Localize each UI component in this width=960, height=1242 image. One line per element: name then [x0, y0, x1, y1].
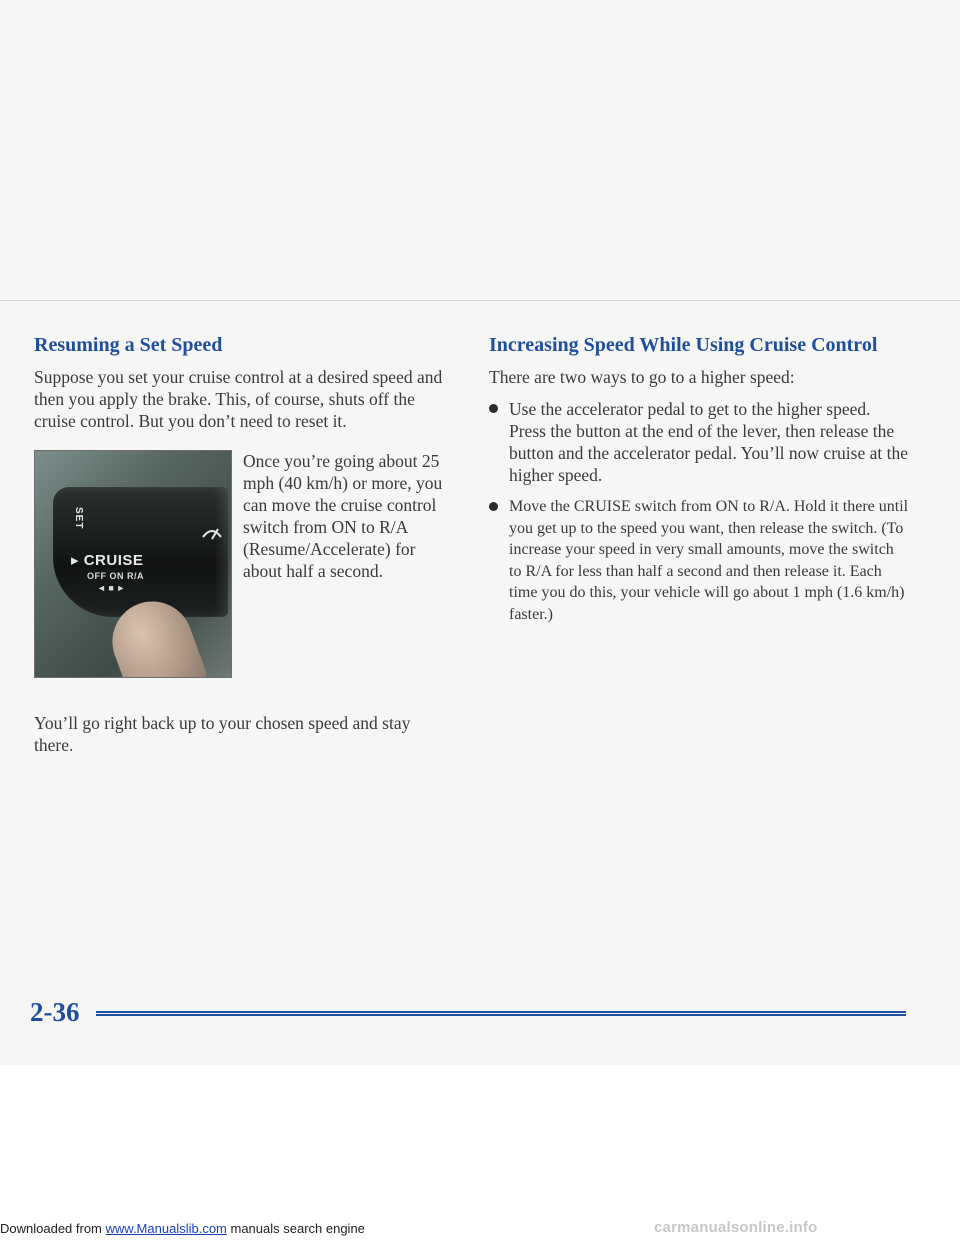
left-column [34, 332, 449, 756]
set-label: SET [73, 507, 84, 530]
cruise-label: ▸ CRUISE [71, 552, 144, 569]
switch-positions-label: OFF ON R/A [87, 571, 144, 581]
cruise-lever-photo [34, 450, 232, 678]
resuming-result: You’ll go right back up to your chosen speed and stay there. [34, 713, 411, 755]
figure-row [34, 450, 449, 678]
right-column [489, 332, 909, 635]
figure-caption: Once you’re going about 25 mph (40 km/h) or more, you can move the cruise control switch from ON to R/A (Resume/Accelerate) for about half a second. [243, 451, 443, 581]
download-footer [0, 1221, 365, 1236]
increasing-intro: There are two ways to go to a higher speed: [489, 367, 795, 387]
top-divider [0, 300, 960, 301]
section-title-increasing: Increasing Speed While Using Cruise Control [489, 334, 878, 356]
section-title-resuming: Resuming a Set Speed [34, 334, 223, 356]
list-item [489, 496, 909, 625]
bullet-icon [489, 404, 498, 413]
switch-arrows-label: ◄ ■ ► [97, 583, 126, 593]
manualslib-link[interactable]: www.Manualslib.com [105, 1221, 227, 1236]
bullet-text: Move the CRUISE switch from ON to R/A. Hold it there until you get up to the speed you want, then release the switch. (To increase your speed in very small amounts, move the switch to R/A for less than half a second and then release it. Each time you do this, your vehicle will go about 1 mph (1.6 km/h) faster.) [509, 498, 909, 623]
site-watermark: carmanualsonline.info [654, 1219, 818, 1236]
resuming-intro: Suppose you set your cruise control at a desired speed and then you apply the brake. This, of course, shuts off the cruise control. But you don’t need to reset it. [34, 367, 443, 431]
page-number-rule [96, 1011, 906, 1016]
footer-suffix: manuals search engine [226, 1221, 365, 1236]
page-number: 2-36 [30, 997, 80, 1027]
bottom-margin [0, 1065, 960, 1242]
footer-prefix: Downloaded from [0, 1221, 106, 1236]
increase-methods-list [489, 398, 909, 625]
bullet-text: Use the accelerator pedal to get to the higher speed. Press the button at the end of the lever, then release the button and the accelerator pedal. You’ll now cruise at the higher speed. [509, 399, 908, 485]
bullet-icon [489, 502, 498, 511]
windshield-wiper-icon [201, 523, 223, 543]
list-item [489, 398, 909, 486]
